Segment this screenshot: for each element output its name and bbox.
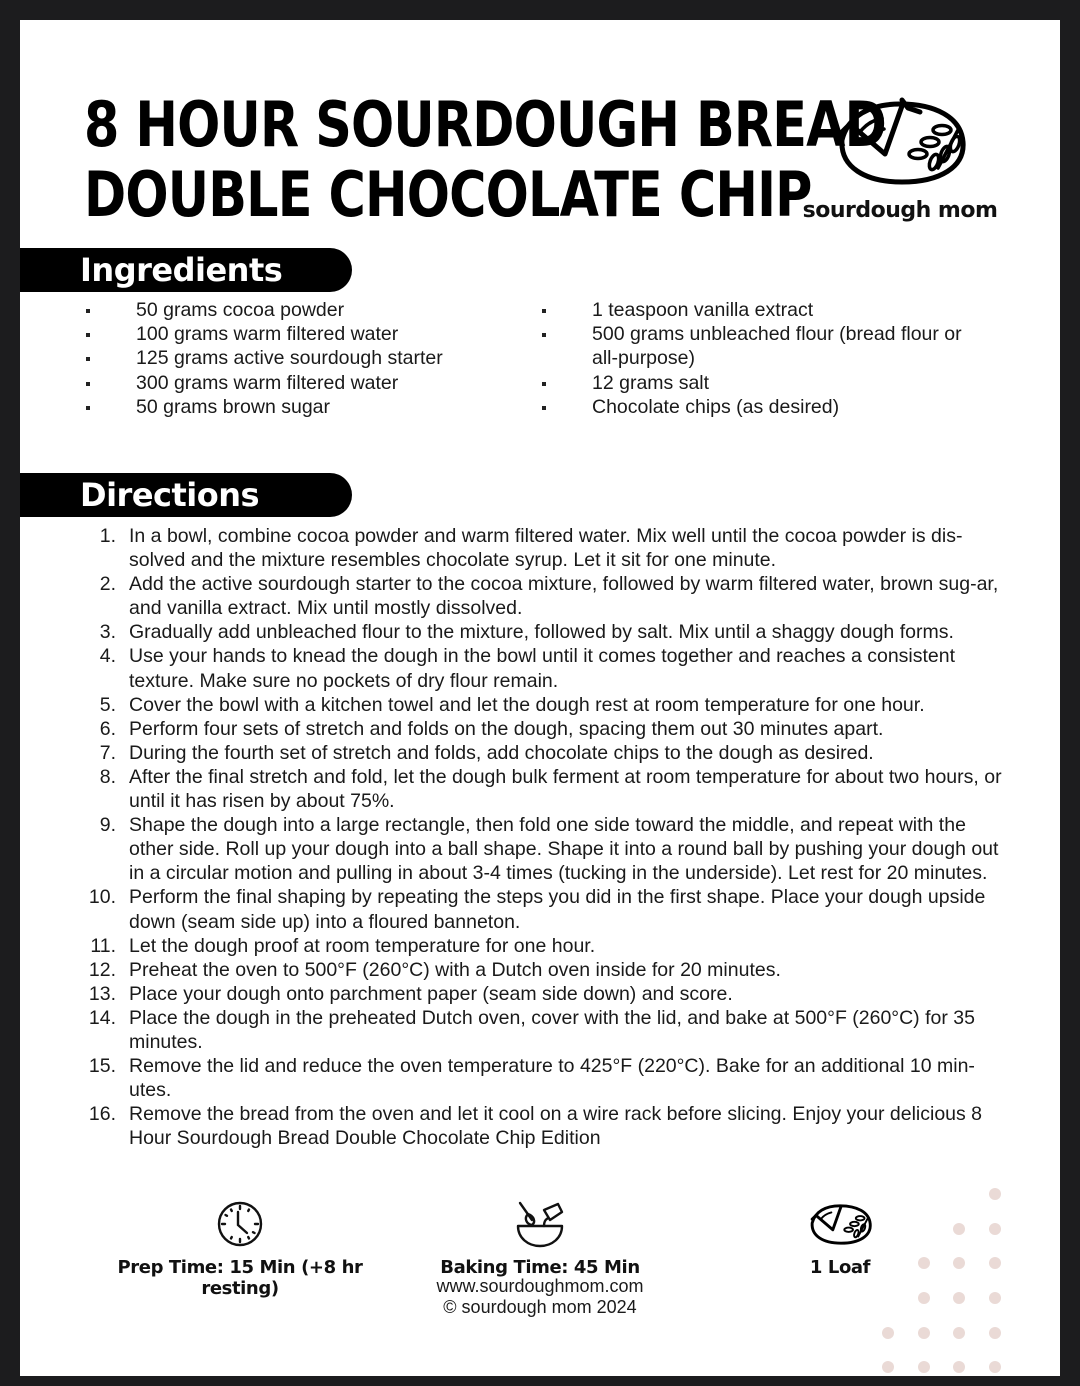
decor-dot xyxy=(989,1292,1001,1304)
step-text: Perform the final shaping by repeating the steps you did in the first shape. Place your dough upside down (seam side up) into a floured banneton. xyxy=(129,886,986,933)
step-number: 7. xyxy=(99,741,116,764)
step-text: Use your hands to knead the dough in the bowl until it comes together and reaches a consistent texture. Make sure no pockets of dry flour remain. xyxy=(129,645,956,692)
baking-time xyxy=(420,1200,660,1278)
step-text: Perform four sets of stretch and folds on the dough, spacing them out 30 minutes apart. xyxy=(129,717,884,740)
bread-loaf-icon xyxy=(806,1200,874,1248)
decor-dot xyxy=(989,1223,1001,1235)
direction-step xyxy=(88,693,1004,717)
direction-step xyxy=(88,958,1004,982)
decor-dot xyxy=(989,1257,1001,1269)
step-number: 4. xyxy=(99,645,116,668)
ingredients-list-right xyxy=(542,298,972,419)
step-number: 16. xyxy=(88,1103,116,1126)
brand-logo xyxy=(790,92,1010,232)
step-number: 14. xyxy=(88,1006,116,1029)
direction-step xyxy=(88,524,1004,572)
ingredient-item: 100 grams warm filtered water xyxy=(86,322,506,346)
decor-dot xyxy=(918,1257,930,1269)
direction-step xyxy=(88,765,1004,813)
ingredient-item: 50 grams cocoa powder xyxy=(86,298,506,322)
title-line-1: 8 HOUR SOURDOUGH BREAD xyxy=(84,88,887,161)
direction-step xyxy=(88,620,1004,644)
ingredient-item: 500 grams unbleached flour (bread flour or all-purpose) xyxy=(542,322,972,370)
step-number: 3. xyxy=(99,621,116,644)
ingredient-item: 12 grams salt xyxy=(542,371,972,395)
direction-step xyxy=(88,717,1004,741)
recipe-page xyxy=(20,20,1060,1376)
decor-dot xyxy=(953,1361,965,1373)
decor-dot xyxy=(918,1292,930,1304)
direction-step xyxy=(88,1006,1004,1054)
mixing-bowl-icon xyxy=(514,1200,566,1248)
step-number: 15. xyxy=(88,1055,116,1078)
decor-dot xyxy=(882,1361,894,1373)
direction-step xyxy=(88,982,1004,1006)
step-number: 12. xyxy=(88,958,116,981)
step-number: 9. xyxy=(99,814,116,837)
clock-icon xyxy=(216,1200,264,1248)
decor-dot xyxy=(918,1361,930,1373)
recipe-title xyxy=(84,90,886,230)
decor-dot xyxy=(918,1327,930,1339)
step-text: During the fourth set of stretch and folds, add chocolate chips to the dough as desired. xyxy=(129,741,874,764)
title-line-2: DOUBLE CHOCOLATE CHIP xyxy=(84,158,812,231)
step-text: Add the active sourdough starter to the cocoa mixture, followed by warm filtered water, brown sug-ar, and vanilla extract. Mix until mostly dissolved. xyxy=(129,573,999,620)
prep-time xyxy=(80,1200,400,1299)
decor-dot xyxy=(953,1223,965,1235)
step-number: 13. xyxy=(88,982,116,1005)
directions-heading: Directions xyxy=(80,476,260,514)
ingredient-item: 125 grams active sourdough starter xyxy=(86,346,506,370)
step-text: Remove the lid and reduce the oven temperature to 425°F (220°C). Bake for an additional 10 min-utes. xyxy=(129,1055,975,1102)
step-number: 10. xyxy=(88,886,116,909)
step-text: Shape the dough into a large rectangle, then fold one side toward the middle, and repeat with the other side. Roll up your dough into a ball shape. Shape it into a round ball by pushing your dough out in a circular motion and pulling in about 3-4 times (tucking in the underside). Let rest for 20 minutes. xyxy=(129,814,999,885)
direction-step xyxy=(88,813,1004,885)
direction-step xyxy=(88,934,1004,958)
direction-step xyxy=(88,741,1004,765)
decor-dot xyxy=(882,1327,894,1339)
direction-step xyxy=(88,1102,1004,1150)
copyright: © sourdough mom 2024 xyxy=(443,1297,637,1317)
step-number: 11. xyxy=(90,934,116,957)
step-text: Remove the bread from the oven and let it cool on a wire rack before slicing. Enjoy your delicious 8 Hour Sourdough Bread Double Chocolate Chip Edition xyxy=(129,1103,983,1150)
decor-dot xyxy=(989,1361,1001,1373)
step-text: Let the dough proof at room temperature for one hour. xyxy=(129,934,596,957)
directions-list xyxy=(88,524,1004,1150)
ingredients-list-left xyxy=(86,298,506,419)
decor-dot xyxy=(989,1327,1001,1339)
ingredients-heading: Ingredients xyxy=(80,251,283,289)
prep-time-label: Prep Time: 15 Min (+8 hr resting) xyxy=(117,1257,363,1299)
direction-step xyxy=(88,572,1004,620)
step-number: 2. xyxy=(99,573,116,596)
step-text: Gradually add unbleached flour to the mixture, followed by salt. Mix until a shaggy dough forms. xyxy=(129,621,954,644)
step-number: 5. xyxy=(99,693,116,716)
credits xyxy=(390,1276,690,1318)
direction-step xyxy=(88,644,1004,692)
ingredient-item: Chocolate chips (as desired) xyxy=(542,395,972,419)
step-text: Place your dough onto parchment paper (seam side down) and score. xyxy=(129,982,733,1005)
decor-dot xyxy=(953,1327,965,1339)
step-number: 1. xyxy=(99,525,116,547)
ingredient-item: 50 grams brown sugar xyxy=(86,395,506,419)
decor-dot xyxy=(953,1292,965,1304)
brand-name: sourdough mom xyxy=(802,198,998,223)
ingredient-item: 1 teaspoon vanilla extract xyxy=(542,298,972,322)
direction-step xyxy=(88,885,1004,933)
step-text: In a bowl, combine cocoa powder and warm filtered water. Mix well until the cocoa powder is dis-solved and the mixture resembles chocolate syrup. Let it sit for one minute. xyxy=(129,525,963,572)
step-number: 8. xyxy=(99,765,116,788)
direction-step xyxy=(88,1054,1004,1102)
baking-time-label: Baking Time: 45 Min xyxy=(440,1257,640,1278)
ingredient-item: 300 grams warm filtered water xyxy=(86,371,506,395)
ingredients-heading-bar xyxy=(20,248,352,292)
decor-dot xyxy=(953,1257,965,1269)
step-text: Place the dough in the preheated Dutch oven, cover with the lid, and bake at 500°F (260°C) for 35 minutes. xyxy=(129,1006,975,1053)
decor-dot xyxy=(989,1188,1001,1200)
yield-label: 1 Loaf xyxy=(809,1257,871,1278)
bread-loaf-icon xyxy=(830,92,970,192)
website-link[interactable]: www.sourdoughmom.com xyxy=(436,1276,644,1296)
directions-heading-bar xyxy=(20,473,352,517)
step-text: Preheat the oven to 500°F (260°C) with a Dutch oven inside for 20 minutes. xyxy=(129,958,781,981)
step-number: 6. xyxy=(99,717,116,740)
step-text: After the final stretch and fold, let the dough bulk ferment at room temperature for about two hours, or until it has risen by about 75%. xyxy=(129,765,1002,813)
step-text: Cover the bowl with a kitchen towel and let the dough rest at room temperature for one hour. xyxy=(129,693,925,716)
yield xyxy=(780,1200,900,1278)
